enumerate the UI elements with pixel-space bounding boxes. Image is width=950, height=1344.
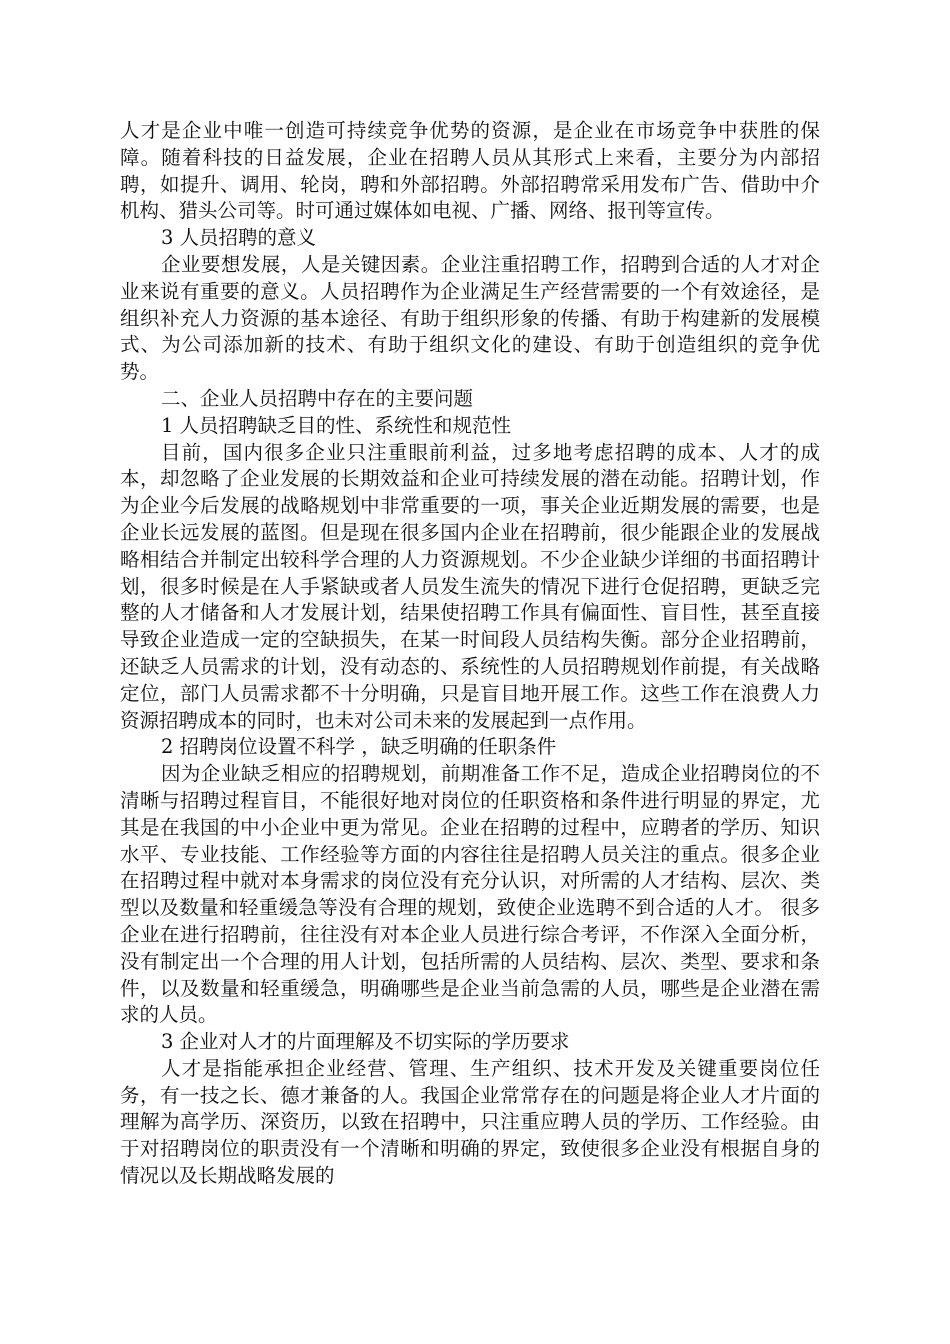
paragraph-problem-2: 因为企业缺乏相应的招聘规划，前期准备工作不足，造成企业招聘岗位的不清晰与招聘过程盲目，不能很好地对岗位的任职资格和条件进行明显的界定，尤其是在我国的中小企业中更为常见。企业在招聘的过程中，应聘者的学历、知识水平、专业技能、工作经验等方面的内容往往是招聘人员关注的重点。很多企业在招聘过程中就对本身需求的岗位没有充分认识，对所需的人才结构、层次、类型以及数量和轻重缓急等没有合理的规划，致使企业选聘不到合适的人才。 很多企业在进行招聘前，往往没有对本企业人员进行综合考评，不作深入全面分析，没有制定出一个合理的用人计划，包括所需的人员结构、层次、类型、要求和条件，以及数量和轻重缓急，明确哪些是企业当前急需的人员，哪些是企业潜在需求的人员。 — [120, 762, 820, 1027]
section-heading-problem-3: 3 企业对人才的片面理解及不切实际的学历要求 — [160, 1030, 570, 1054]
section-heading-problem-1: 1 人员招聘缺乏目的性、系统性和规范性 — [160, 413, 512, 437]
paragraph-problem-1: 目前，国内很多企业只注重眼前利益，过多地考虑招聘的成本、人才的成本，却忽略了企业发展的长期效益和企业可持续发展的潜在动能。招聘计划，作为企业今后发展的战略规划中非常重要的一项，事关企业近期发展的需要，也是企业长远发展的蓝图。但是现在很多国内企业在招聘前，很少能跟企业的发展战略相结合并制定出较科学合理的人力资源规划。不少企业缺少详细的书面招聘计划，很多时候是在人手紧缺或者人员发生流失的情况下进行仓促招聘，更缺乏完整的人才储备和人才发展计划，结果使招聘工作具有偏面性、盲目性，甚至直接导致企业造成一定的空缺损失，在某一时间段人员结构失衡。部分企业招聘前，还缺乏人员需求的计划，没有动态的、系统性的人员招聘规划作前提，有关战略定位，部门人员需求都不十分明确，只是盲目地开展工作。这些工作在浪费人力资源招聘成本的同时，也未对公司未来的发展起到一点作用。 — [120, 440, 820, 732]
chapter-heading-main-problems: 二、企业人员招聘中存在的主要问题 — [160, 386, 473, 410]
document-body — [120, 118, 820, 1190]
section-heading-recruitment-significance: 3 人员招聘的意义 — [160, 226, 317, 250]
paragraph-problem-3: 人才是指能承担企业经营、管理、生产组织、技术开发及关键重要岗位任务，有一技之长、德才兼备的人。我国企业常常存在的问题是将企业人才片面的理解为高学历、深资历，以致在招聘中，只注重应聘人员的学历、工作经验。由于对招聘岗位的职责没有一个清晰和明确的界定，致使很多企业没有根据自身的情况以及长期战略发展的 — [120, 1056, 820, 1188]
paragraph-intro: 人才是企业中唯一创造可持续竞争优势的资源，是企业在市场竞争中获胜的保障。随着科技的日益发展，企业在招聘人员从其形式上来看，主要分为内部招聘，如提升、调用、轮岗，聘和外部招聘。外部招聘常采用发布广告、借助中介机构、猎头公司等。时可通过媒体如电视、广播、网络、报刊等宣传。 — [120, 119, 820, 223]
section-heading-problem-2: 2 招聘岗位设置不科学 ，缺乏明确的任职条件 — [160, 735, 557, 759]
paragraph-recruitment-significance: 企业要想发展，人是关键因素。企业注重招聘工作，招聘到合适的人才对企业来说有重要的意义。人员招聘作为企业满足生产经营需要的一个有效途径，是组织补充人力资源的基本途径、有助于组织形象的传播、有助于构建新的发展模式、为公司添加新的技术、有助于组织文化的建设、有助于创造组织的竞争优势。 — [120, 252, 820, 384]
